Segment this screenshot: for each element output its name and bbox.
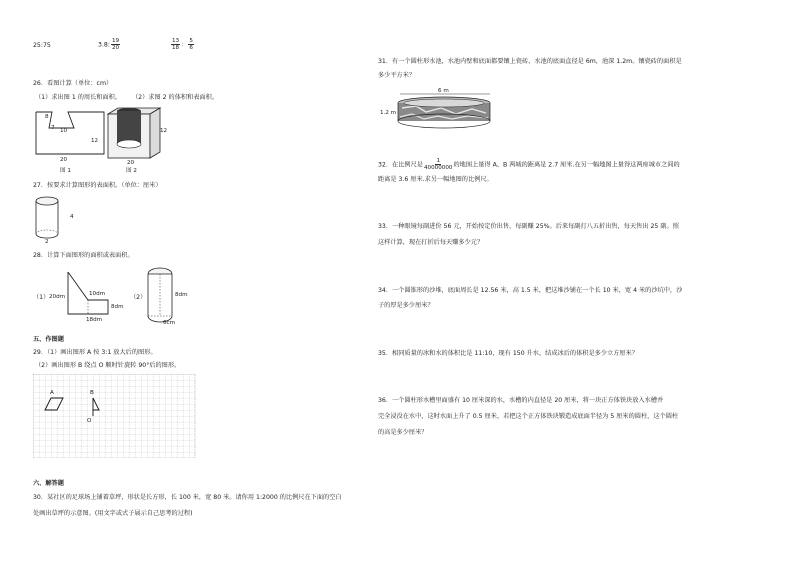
fraction-numerator: 13 <box>172 38 180 44</box>
fig1-label-12: 12 <box>91 138 99 144</box>
q29-label-a: A <box>50 390 54 396</box>
fraction-13-18 <box>171 38 180 51</box>
q27-label-height: 4 <box>70 214 74 220</box>
q27-title: 27．按要求计算图形的表面积。（单位：厘米） <box>33 182 162 189</box>
q36-line1: 36．一个圆柱形水槽里面盛有 10 厘米深的水，水槽的内直径是 20 厘米，将一块正方体铁块放入水槽并 <box>378 397 664 404</box>
fig1-caption: 图 1 <box>60 168 71 174</box>
section-6-heading: 六、解答题 <box>33 480 64 487</box>
fraction-denominator: 18 <box>172 45 180 51</box>
q32-scale-fraction <box>424 158 452 171</box>
q33-line2: 这样计算，现在打折后每天赚多少元？ <box>378 239 484 246</box>
q31-line1: 31．有一个圆柱形水池，水池内壁和底面都要镶上瓷砖，水池的底面直径是 6m，池深 1.2m。镶瓷砖的面积是 <box>378 58 682 65</box>
fig1-label-8: 8 <box>45 114 49 120</box>
fraction-denominator: 20 <box>111 45 120 51</box>
q28-label-20dm: 20dm <box>49 294 66 300</box>
q36-line2: 完全浸没在水中，这时水面上升了 0.5 厘米，若把这个正方体铁块锻造成底面半径为 5 厘米的圆柱，这个圆柱 <box>378 413 679 420</box>
fig2-caption: 图 2 <box>126 168 137 174</box>
section-5-heading: 五、作图题 <box>33 336 64 343</box>
ratio-row <box>33 42 51 50</box>
q26-title: 26．看图计算（单位：cm） <box>33 80 113 87</box>
q28-part2: （2） <box>130 294 147 301</box>
q29-label-b: B <box>90 390 94 396</box>
q31-line2: 多少平方米？ <box>378 72 416 79</box>
fig2-label-12: 12 <box>160 128 168 134</box>
fig1-label-20: 20 <box>60 157 68 163</box>
q32-text-pre: 32．在比例尺是 <box>378 161 423 169</box>
q28-label-8dm: 8dm <box>111 304 124 310</box>
q29-line1: 29．（1）画出图形 A 按 3:1 放大后的图形。 <box>33 349 157 356</box>
q26-figure-2 <box>100 106 170 164</box>
ratio-3 <box>170 38 195 51</box>
fig1-label-10: 10 <box>60 128 68 134</box>
q27-cylinder <box>33 194 73 242</box>
q28-title: 28．计算下面图形的面积或表面积。 <box>33 252 134 259</box>
ratio-2-prefix: 3.8: <box>98 41 110 49</box>
fig2-label-20: 20 <box>127 160 135 166</box>
fig1-label-7: 7 <box>51 125 55 131</box>
q35-line1: 35．相同质量的冰和水的体积比是 11:10，现有 150 升水，结成冰后的体积是多少立方厘米？ <box>378 350 638 357</box>
ratio-separator: ： <box>181 41 188 49</box>
fraction-19-20 <box>111 38 120 51</box>
q29-grid <box>33 374 197 458</box>
q31-label-diameter: 6 m <box>438 88 449 94</box>
q26-sub2: （2）求图 2 的体积和表面积。 <box>132 94 219 101</box>
q28-label-6cm: 6cm <box>163 320 176 326</box>
q32-line1 <box>378 158 680 171</box>
q33-line1: 33．一种眼镜每副进价 56 元，开始按定价出售，每副赚 25%。后来每副打八五折出售，每天售出 25 副。照 <box>378 223 679 230</box>
fraction-5-6 <box>188 38 194 51</box>
q36-line3: 的高是多少厘米？ <box>378 429 428 436</box>
ratio-2 <box>98 38 121 51</box>
q28-part1: （1） <box>33 294 50 301</box>
q34-line1: 34．一个圆锥形的沙堆，底面周长是 12.56 米，高 1.5 米，把这堆沙铺在一个长 10 米，宽 4 米的沙坑中，沙 <box>378 287 683 294</box>
q31-label-height: 1.2 m <box>380 110 397 116</box>
q28-label-18dm: 18dm <box>86 317 103 323</box>
fraction-numerator: 19 <box>111 38 120 44</box>
q34-line2: 子的厚是多少厘米？ <box>378 302 434 309</box>
q29-label-o: O <box>87 418 92 424</box>
q26-sub1: （1）求出图 1 的周长和面积。 <box>35 94 122 101</box>
q30-line1: 30．某社区的足球场上铺着草坪，形状是长方形，长 100 米，宽 80 米。请你用 1:2000 的比例尺在下面的空白 <box>33 494 342 501</box>
q32-text-post: 的地图上量得 A、B 两城的距离是 2.7 厘米.在另一幅地图上量得这两座城市之间的 <box>453 161 680 169</box>
fraction-denominator: 40000000 <box>424 165 453 171</box>
q30-line2: 处画出草坪的示意图。(用文字或式子展示自己思考的过程) <box>33 510 193 517</box>
q27-label-diameter: 2 <box>45 239 49 245</box>
q28-label-8dm-2: 8dm <box>175 292 188 298</box>
q31-pool-figure <box>386 88 496 136</box>
fraction-denominator: 6 <box>189 45 193 51</box>
fraction-numerator: 5 <box>189 38 193 44</box>
q32-line2: 距离是 3.6 厘米.求另一幅地图的比例尺。 <box>378 176 493 183</box>
ratio-1: 25:75 <box>33 42 51 49</box>
q28-half-cylinder <box>144 264 176 328</box>
q29-line2: （2）画出图形 B 绕点 O 顺时针旋转 90°后的图形。 <box>35 362 181 369</box>
q28-label-10dm: 10dm <box>89 291 106 297</box>
fraction-numerator: 1 <box>436 158 441 164</box>
